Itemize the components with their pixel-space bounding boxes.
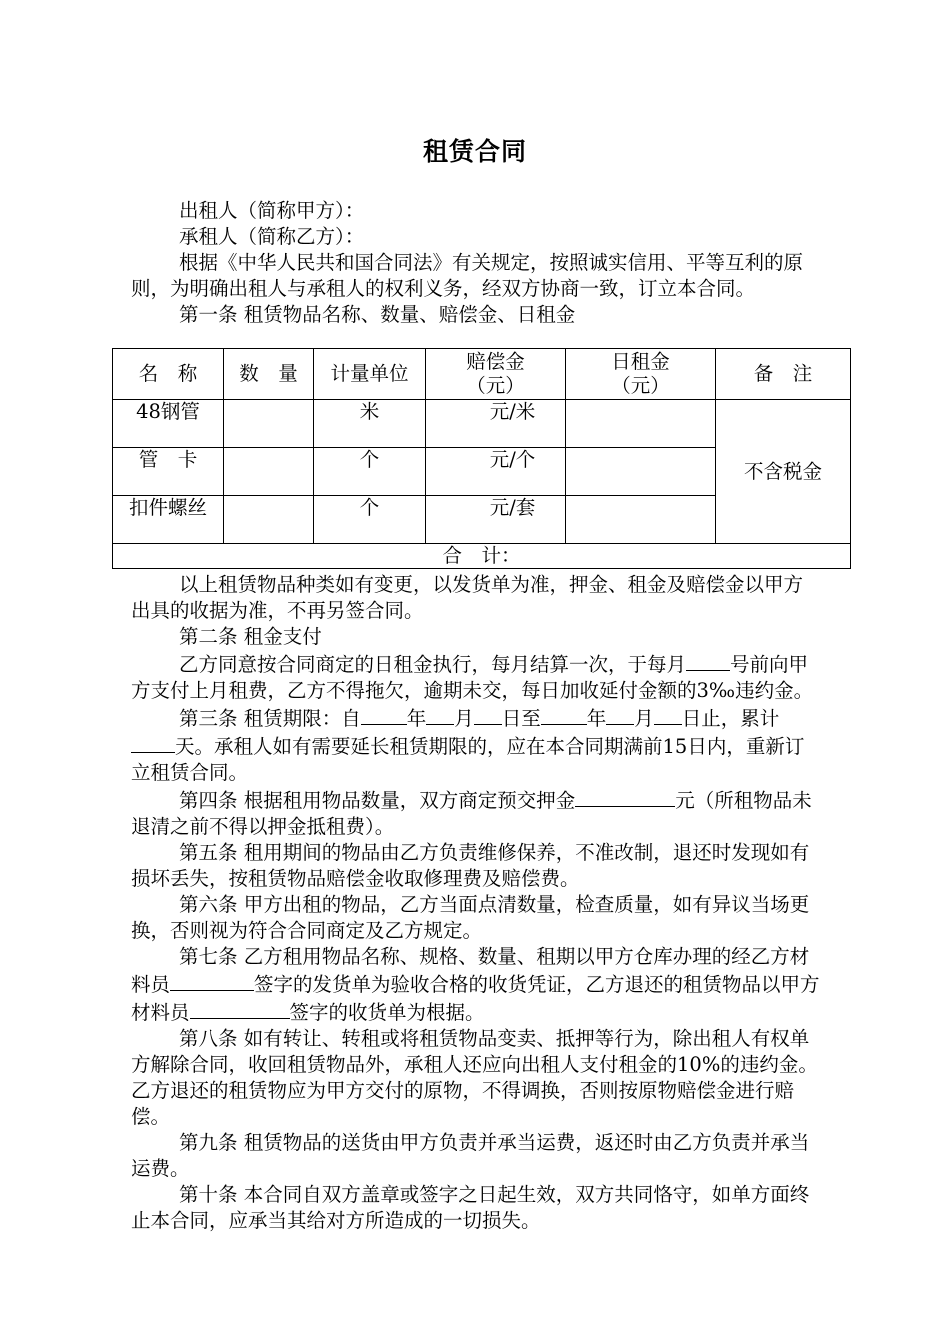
cell-daily-rent xyxy=(566,448,716,496)
header-compensation-line1: 赔偿金 xyxy=(466,350,525,373)
article-9: 第九条 租赁物品的送货由甲方负责并承当运费，返还时由乙方负责并承当运费。 xyxy=(131,1131,810,1180)
article-3-part: 第三条 租赁期限：自 xyxy=(179,707,361,730)
lessor-line: 出租人（简称甲方）： xyxy=(179,199,365,222)
deposit-blank xyxy=(575,786,675,807)
header-name: 名 称 xyxy=(113,349,224,400)
cell-quantity xyxy=(224,496,314,544)
header-quantity: 数 量 xyxy=(224,349,314,400)
cell-name: 48钢管 xyxy=(113,400,224,448)
article-8: 第八条 如有转让、转租或将租赁物品变卖、抵押等行为，除出租人有权单方解除合同，收回租赁物品外，承租人还应向出租人支付租金的10%的违约金。乙方退还的租赁物应为甲方交付的原物，不得调换，否则按原物赔偿金进行赔偿。 xyxy=(131,1027,818,1128)
article-7-part: 签字的收货单为根据。 xyxy=(289,1001,485,1024)
article-1-heading: 第一条 租赁物品名称、数量、赔偿金、日租金 xyxy=(179,303,576,326)
article-3-part: 月 xyxy=(454,707,474,730)
article-6: 第六条 甲方出租的物品，乙方当面点清数量，检查质量，如有异议当场更换，否则视为符合合同商定及乙方规定。 xyxy=(131,893,810,942)
article-2-text-a: 乙方同意按合同商定的日租金执行，每月结算一次，于每月 xyxy=(179,653,687,676)
cell-compensation: 元/米 xyxy=(426,400,566,448)
article-3-part: 天。承租人如有需要延长租赁期限的，应在本合同期满前15日内，重新订立租赁合同。 xyxy=(131,735,805,784)
cell-remark: 不含税金 xyxy=(716,400,851,544)
cell-name: 管 卡 xyxy=(113,448,224,496)
table-total-row xyxy=(113,544,851,569)
article-3-part: 年 xyxy=(586,707,607,730)
article-7-part: 签字的发货单为验收合格的收货凭证，乙方退还的租赁物品以甲方材料员 xyxy=(131,973,820,1024)
lessee-clerk-blank xyxy=(170,970,254,991)
cell-compensation: 元/个 xyxy=(426,448,566,496)
article-4-part: 第四条 根据租用物品数量，双方商定预交押金 xyxy=(179,789,576,812)
article-7-part: 第七条 乙方租用物品名称、规格、数量、租期以甲方仓库办理的经乙方材料员 xyxy=(131,945,810,996)
header-unit: 计量单位 xyxy=(314,349,426,400)
payment-day-blank xyxy=(686,650,730,671)
header-compensation-line2: （元） xyxy=(466,374,525,397)
cell-compensation: 元/套 xyxy=(426,496,566,544)
after-table-note: 以上租赁物品种类如有变更，以发货单为准，押金、租金及赔偿金以甲方出具的收据为准，不再另签合同。 xyxy=(131,573,804,622)
end-year-blank xyxy=(541,704,587,725)
article-3-part: 年 xyxy=(406,707,427,730)
cell-unit: 个 xyxy=(314,448,426,496)
cell-daily-rent xyxy=(566,400,716,448)
article-4 xyxy=(131,786,821,840)
contract-preamble xyxy=(131,198,821,328)
article-3 xyxy=(131,704,821,786)
cell-quantity xyxy=(224,400,314,448)
start-year-blank xyxy=(361,704,407,725)
header-daily-rent-line1: 日租金 xyxy=(611,350,670,373)
table-header-row xyxy=(113,349,851,400)
article-3-part: 日至 xyxy=(501,707,541,730)
header-remark: 备 注 xyxy=(716,349,851,400)
rental-goods-table xyxy=(112,348,851,569)
article-7 xyxy=(131,944,821,1026)
cell-unit: 个 xyxy=(314,496,426,544)
end-day-blank xyxy=(654,704,682,725)
total-label: 合 计： xyxy=(113,544,851,569)
article-4-part: 元（所租物品未退清之前不得以押金抵租费）。 xyxy=(131,789,812,838)
contract-articles xyxy=(131,572,821,1234)
cell-daily-rent xyxy=(566,496,716,544)
article-10: 第十条 本合同自双方盖章或签字之日起生效，双方共同恪守，如单方面终止本合同，应承当其给对方所造成的一切损失。 xyxy=(131,1183,810,1232)
intro-paragraph: 根据《中华人民共和国合同法》有关规定，按照诚实信用、平等互利的原则，为明确出租人与承租人的权利义务，经双方协商一致，订立本合同。 xyxy=(131,251,804,300)
table-row xyxy=(113,400,851,448)
article-2-text xyxy=(131,650,821,704)
end-month-blank xyxy=(606,704,634,725)
lessee-line: 承租人（简称乙方）： xyxy=(179,225,365,248)
cell-quantity xyxy=(224,448,314,496)
cell-unit: 米 xyxy=(314,400,426,448)
start-day-blank xyxy=(474,704,502,725)
article-3-part: 月 xyxy=(634,707,654,730)
article-2-heading: 第二条 租金支付 xyxy=(179,625,322,648)
total-days-blank xyxy=(131,732,175,753)
article-3-part: 日止，累计 xyxy=(681,707,780,730)
header-compensation xyxy=(426,349,566,400)
article-5: 第五条 租用期间的物品由乙方负责维修保养，不准改制，退还时发现如有损坏丢失，按租赁物品赔偿金收取修理费及赔偿费。 xyxy=(131,841,810,890)
cell-name: 扣件螺丝 xyxy=(113,496,224,544)
document-title: 租赁合同 xyxy=(422,137,527,166)
header-daily-rent xyxy=(566,349,716,400)
start-month-blank xyxy=(426,704,454,725)
lessor-clerk-blank xyxy=(190,998,290,1019)
article-2-text-b: 号前向甲方支付上月租费，乙方不得拖欠，逾期未交，每日加收延付金额的3‰违约金。 xyxy=(131,653,814,702)
header-daily-rent-line2: （元） xyxy=(611,374,670,397)
